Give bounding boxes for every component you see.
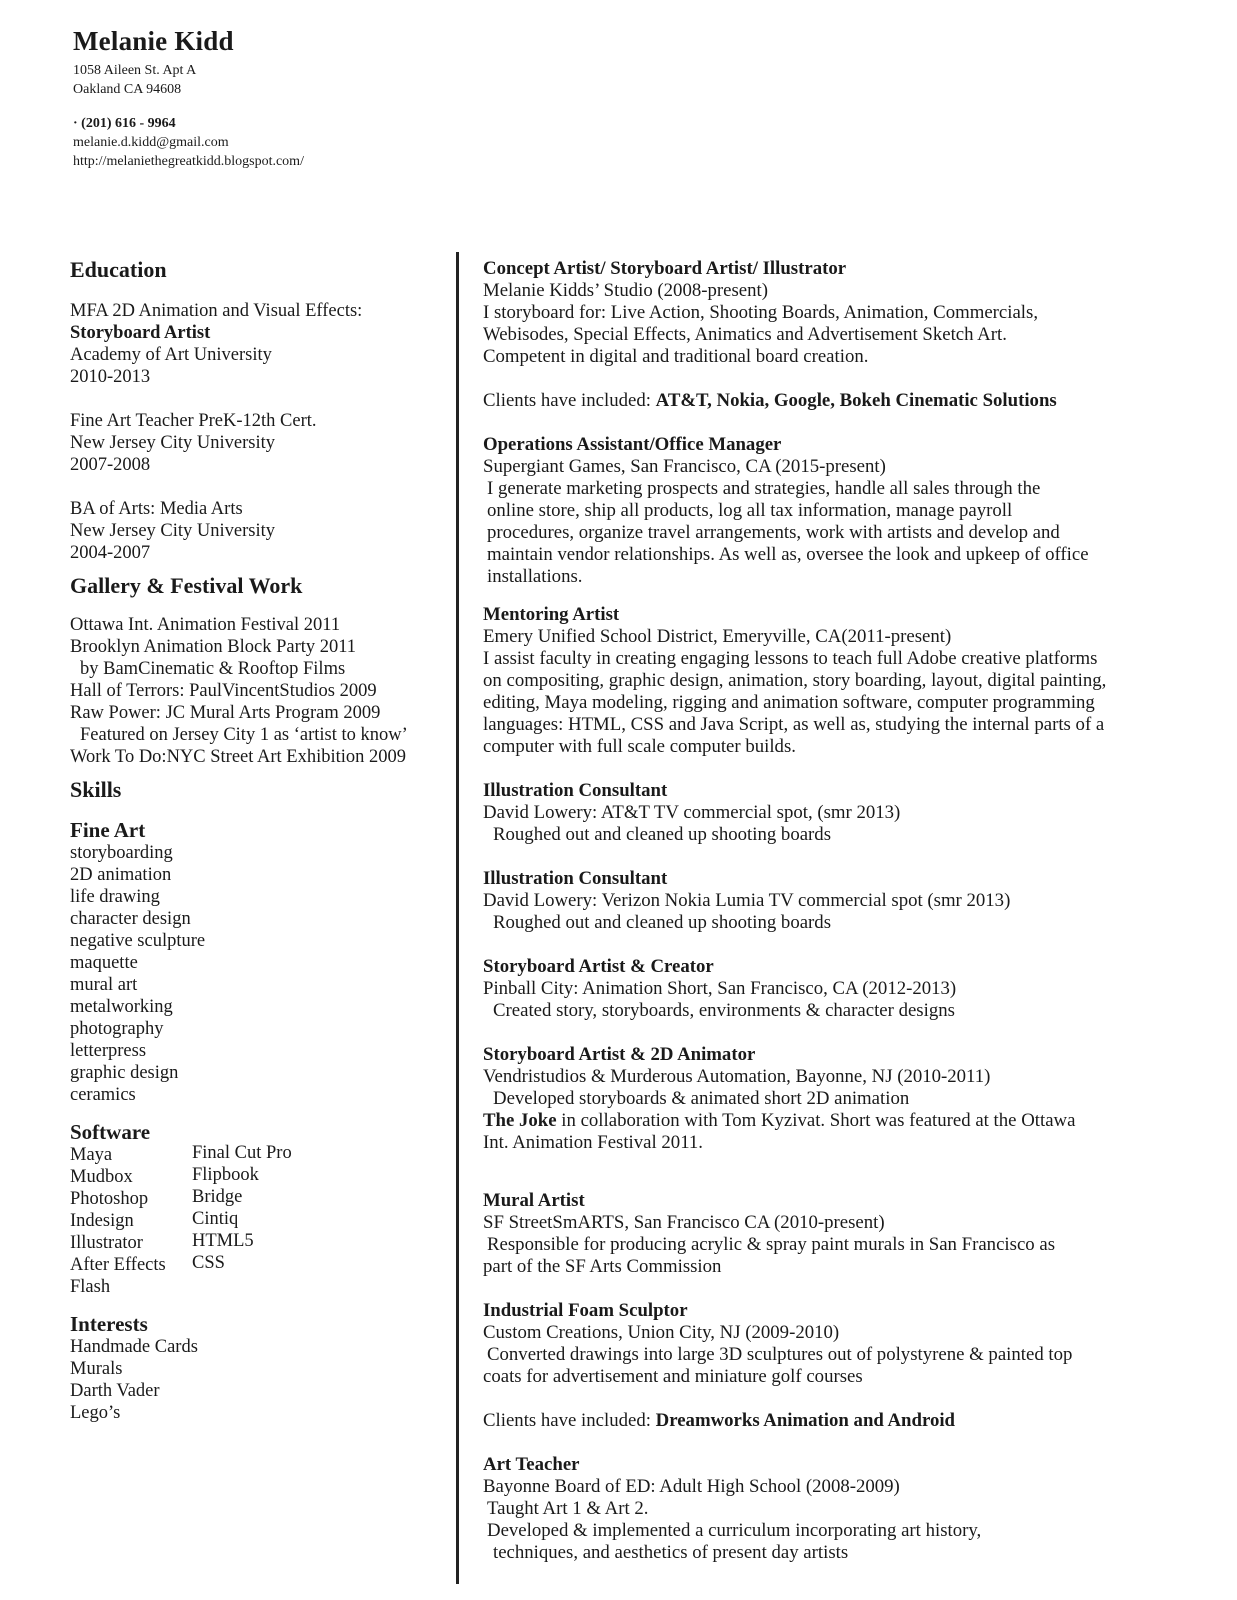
education-entry <box>70 300 450 388</box>
list-item: Murals <box>70 1359 123 1379</box>
degree-years: 2004-2007 <box>70 543 151 563</box>
email-address[interactable]: melanie.d.kidd@gmail.com <box>73 135 229 150</box>
film-title: The Joke <box>483 1110 557 1131</box>
address-line-1: 1058 Aileen St. Apt A <box>73 63 197 78</box>
job-description: editing, Maya modeling, rigging and animation software, computer programming <box>483 692 1095 713</box>
list-item: Photoshop <box>70 1189 149 1209</box>
school-name: New Jersey City University <box>70 433 276 453</box>
job-employer: Emery Unified School District, Emeryville, CA(2011-present) <box>483 626 952 647</box>
list-item: Darth Vader <box>70 1381 160 1401</box>
list-item: by BamCinematic & Rooftop Films <box>80 659 346 679</box>
software-list <box>70 1144 450 1298</box>
list-item: After Effects <box>70 1255 166 1275</box>
address-line-2: Oakland CA 94608 <box>73 82 182 97</box>
resume-header <box>73 26 304 171</box>
column-divider <box>456 252 459 1584</box>
experience-column <box>483 258 1233 1564</box>
clients-label: Clients have included: <box>483 390 656 411</box>
job-title: Storyboard Artist & Creator <box>483 956 714 977</box>
software-heading: Software <box>70 1120 151 1144</box>
list-item: life drawing <box>70 887 160 907</box>
list-item: metalworking <box>70 997 173 1017</box>
clients-line <box>483 390 1233 412</box>
list-item: Ottawa Int. Animation Festival 2011 <box>70 615 341 635</box>
job-title: Mural Artist <box>483 1190 585 1211</box>
left-column <box>70 256 450 1424</box>
job-description: Taught Art 1 & Art 2. <box>487 1498 649 1519</box>
website-link[interactable]: http://melaniethegreatkidd.blogspot.com/ <box>73 154 304 169</box>
job-description: installations. <box>487 566 583 587</box>
phone-number: · (201) 616 - 9964 <box>73 116 176 131</box>
job-employer: David Lowery: Verizon Nokia Lumia TV commercial spot (smr 2013) <box>483 890 1011 911</box>
job-description: Roughed out and cleaned up shooting boards <box>493 824 831 845</box>
job-description: Int. Animation Festival 2011. <box>483 1132 703 1153</box>
education-heading: Education <box>70 257 167 282</box>
job-description: procedures, organize travel arrangements, work with artists and develop and <box>487 522 1060 543</box>
job-description: computer with full scale computer builds. <box>483 736 796 757</box>
fine-art-heading: Fine Art <box>70 818 146 842</box>
clients-label: Clients have included: <box>483 1410 656 1431</box>
list-item: Indesign <box>70 1211 134 1231</box>
list-item: Mudbox <box>70 1167 133 1187</box>
clients-line <box>483 1410 1233 1432</box>
job-description: Created story, storyboards, environments & character designs <box>493 1000 955 1021</box>
job-description: I assist faculty in creating engaging lessons to teach full Adobe creative platforms <box>483 648 1098 669</box>
job-description: Converted drawings into large 3D sculptures out of polystyrene & painted top <box>487 1344 1073 1365</box>
job-description: Developed storyboards & animated short 2D animation <box>493 1088 910 1109</box>
job-description: Developed & implemented a curriculum incorporating art history, <box>487 1520 982 1541</box>
education-entry <box>70 410 450 476</box>
job-title: Industrial Foam Sculptor <box>483 1300 688 1321</box>
list-item: Work To Do:NYC Street Art Exhibition 2009 <box>70 747 407 767</box>
job-employer: Melanie Kidds’ Studio (2008-present) <box>483 280 768 301</box>
gallery-heading: Gallery & Festival Work <box>70 573 303 598</box>
job-entry <box>483 434 1233 588</box>
skills-heading: Skills <box>70 777 122 802</box>
list-item: letterpress <box>70 1041 147 1061</box>
list-item: Cintiq <box>192 1209 239 1229</box>
candidate-name: Melanie Kidd <box>73 26 234 56</box>
list-item: photography <box>70 1019 164 1039</box>
list-item: Final Cut Pro <box>192 1143 292 1163</box>
job-description: online store, ship all products, log all tax information, manage payroll <box>487 500 1013 521</box>
job-entry <box>483 780 1233 846</box>
job-title: Art Teacher <box>483 1454 580 1475</box>
software-column-1 <box>70 1144 192 1298</box>
job-entry <box>483 604 1233 758</box>
job-entry <box>483 1300 1233 1432</box>
job-entry <box>483 868 1233 934</box>
fine-art-list <box>70 842 450 1106</box>
job-description: techniques, and aesthetics of present day artists <box>493 1542 849 1563</box>
list-item: CSS <box>192 1253 225 1273</box>
job-title: Operations Assistant/Office Manager <box>483 434 782 455</box>
job-description <box>483 1110 1233 1132</box>
job-description: part of the SF Arts Commission <box>483 1256 722 1277</box>
job-title: Concept Artist/ Storyboard Artist/ Illustrator <box>483 258 847 279</box>
software-column-2 <box>192 1142 292 1298</box>
list-item: maquette <box>70 953 138 973</box>
job-entry <box>483 1454 1233 1564</box>
list-item: Raw Power: JC Mural Arts Program 2009 <box>70 703 381 723</box>
list-item: mural art <box>70 975 138 995</box>
list-item: character design <box>70 909 191 929</box>
job-employer: Vendristudios & Murderous Automation, Bayonne, NJ (2010-2011) <box>483 1066 991 1087</box>
education-entry <box>70 498 450 564</box>
job-description: I storyboard for: Live Action, Shooting Boards, Animation, Commercials, <box>483 302 1039 323</box>
list-item: graphic design <box>70 1063 179 1083</box>
list-item: Handmade Cards <box>70 1337 198 1357</box>
clients-names: AT&T, Nokia, Google, Bokeh Cinematic Solutions <box>655 390 1057 411</box>
job-employer: SF StreetSmARTS, San Francisco CA (2010-present) <box>483 1212 885 1233</box>
school-name: New Jersey City University <box>70 521 276 541</box>
clients-names: Dreamworks Animation and Android <box>655 1410 955 1431</box>
job-employer: Bayonne Board of ED: Adult High School (2008-2009) <box>483 1476 900 1497</box>
list-item: negative sculpture <box>70 931 206 951</box>
job-description: I generate marketing prospects and strategies, handle all sales through the <box>487 478 1041 499</box>
degree-name: BA of Arts: Media Arts <box>70 499 243 519</box>
job-employer: Supergiant Games, San Francisco, CA (2015-present) <box>483 456 886 477</box>
job-title: Illustration Consultant <box>483 868 668 889</box>
job-entry <box>483 1044 1233 1154</box>
list-item: Brooklyn Animation Block Party 2011 <box>70 637 357 657</box>
job-employer: Custom Creations, Union City, NJ (2009-2010) <box>483 1322 840 1343</box>
list-item: Lego’s <box>70 1403 121 1423</box>
degree-name: MFA 2D Animation and Visual Effects: <box>70 301 363 321</box>
job-employer: Pinball City: Animation Short, San Francisco, CA (2012-2013) <box>483 978 957 999</box>
job-description: Competent in digital and traditional board creation. <box>483 346 869 367</box>
interests-list <box>70 1336 450 1424</box>
job-description: maintain vendor relationships. As well as, oversee the look and upkeep of office <box>487 544 1089 565</box>
degree-years: 2007-2008 <box>70 455 151 475</box>
degree-name: Fine Art Teacher PreK-12th Cert. <box>70 411 317 431</box>
list-item: Maya <box>70 1145 113 1165</box>
degree-concentration: Storyboard Artist <box>70 323 211 343</box>
job-description: coats for advertisement and miniature golf courses <box>483 1366 863 1387</box>
list-item: Flash <box>70 1277 111 1297</box>
job-description: Webisodes, Special Effects, Animatics and Advertisement Sketch Art. <box>483 324 1007 345</box>
list-item: storyboarding <box>70 843 173 863</box>
job-entry <box>483 956 1233 1022</box>
job-description: languages: HTML, CSS and Java Script, as well as, studying the internal parts of a <box>483 714 1105 735</box>
interests-heading: Interests <box>70 1312 148 1336</box>
job-title: Mentoring Artist <box>483 604 620 625</box>
list-item: Bridge <box>192 1187 243 1207</box>
job-description: Responsible for producing acrylic & spray paint murals in San Francisco as <box>487 1234 1056 1255</box>
job-description: Roughed out and cleaned up shooting boards <box>493 912 831 933</box>
job-entry <box>483 1190 1233 1278</box>
school-name: Academy of Art University <box>70 345 272 365</box>
list-item: Flipbook <box>192 1165 259 1185</box>
list-item: ceramics <box>70 1085 136 1105</box>
degree-years: 2010-2013 <box>70 367 151 387</box>
list-item: Illustrator <box>70 1233 143 1253</box>
job-employer: David Lowery: AT&T TV commercial spot, (smr 2013) <box>483 802 901 823</box>
film-description: in collaboration with Tom Kyzivat. Short was featured at the Ottawa <box>556 1110 1076 1131</box>
job-title: Illustration Consultant <box>483 780 668 801</box>
job-entry <box>483 258 1233 412</box>
list-item: Featured on Jersey City 1 as ‘artist to know’ <box>80 725 408 745</box>
list-item: HTML5 <box>192 1231 254 1251</box>
list-item: Hall of Terrors: PaulVincentStudios 2009 <box>70 681 377 701</box>
gallery-list <box>70 614 450 768</box>
list-item: 2D animation <box>70 865 172 885</box>
job-title: Storyboard Artist & 2D Animator <box>483 1044 756 1065</box>
job-description: on compositing, graphic design, animation, story boarding, layout, digital painting, <box>483 670 1107 691</box>
